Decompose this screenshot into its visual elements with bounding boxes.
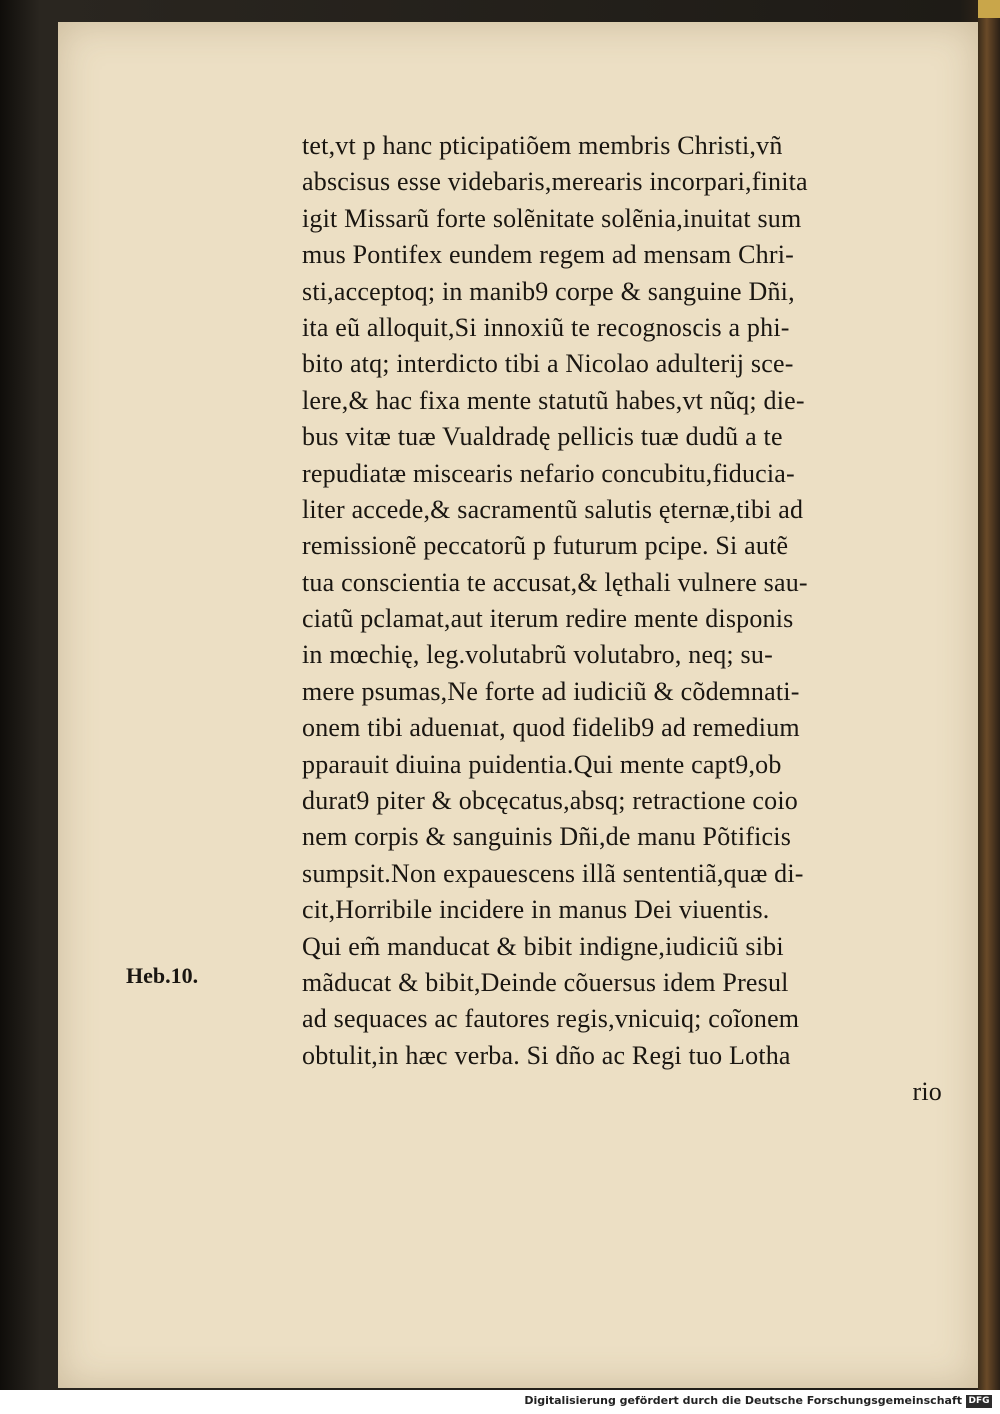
text-line: repudiatæ miscearis nefario concubitu,fiducia- (302, 458, 795, 488)
text-line: mãducat & bibit,Deinde cõuersus idem Presul (302, 967, 789, 997)
dfg-logo: DFG (966, 1395, 992, 1408)
footer-bar (0, 1390, 1000, 1414)
text-line: ad sequaces ac fautores regis,vnicuiq; coĩonem (302, 1004, 800, 1034)
text-line: bus vitæ tuæ Vualdradę pellicis tuæ dudũ a te (302, 422, 783, 452)
funding-credit: Digitalisierung gefördert durch die Deutsche Forschungsgemeinschaft (524, 1394, 962, 1407)
text-line: obtulit,in hæc verba. Si dño ac Regi tuo Lotha (302, 1040, 791, 1070)
text-line: tet,vt p hanc pticipatiõem membris Christi,vñ (302, 131, 783, 160)
text-line: bito atq; interdicto tibi a Nicolao adulterij sce- (302, 349, 794, 379)
text-line: igit Missarũ forte solẽnitate solẽnia,inuitat sum (302, 203, 802, 233)
text-line: nem corpis & sanguinis Dñi,de manu Põtificis (302, 822, 792, 852)
text-line: sti,acceptoq; in manib9 corpe & sanguine Dñi, (302, 276, 795, 306)
text-line: pparauit diuina puidentia.Qui mente capt9,ob (302, 749, 782, 779)
text-line: ciatũ pclamat,aut iterum redire mente disponis (302, 604, 794, 634)
text-line: abscisus esse videbaris,merearis incorpari,finita (302, 167, 808, 197)
text-line: ita eũ alloquit,Si innoxiũ te recognoscis a phi- (302, 312, 790, 342)
text-line: sumpsit.Non expauescens illã sententiã,quæ di- (302, 858, 804, 888)
text-line: onem tibi aduenıat, quod fidelib9 ad remedium (302, 713, 800, 743)
catchword: rio (912, 1077, 942, 1107)
text-line: mere psumas,Ne forte ad iudiciũ & cõdemnati- (302, 676, 800, 706)
text-line: mus Pontifex eundem regem ad mensam Chri- (302, 240, 794, 270)
color-bar (978, 0, 1000, 18)
book-edge (978, 0, 1000, 1390)
text-line: durat9 piter & obcęcatus,absq; retractione coio (302, 786, 798, 816)
text-line: cit,Horribile incidere in manus Dei viuentis. (302, 895, 770, 925)
text-line: in mœchię, leg.volutabrũ volutabro, neq; su- (302, 640, 773, 670)
text-block (302, 128, 942, 1111)
text-line: remissionẽ peccatorũ p futurum pcipe. Si autẽ (302, 531, 789, 561)
text-line: Qui em̃ manducat & bibit indigne,iudiciũ sibi (302, 931, 784, 961)
marginal-note: Heb.10. (126, 963, 199, 988)
text-line: tua conscientia te accusat,& lęthali vulnere sau- (302, 567, 808, 597)
text-line: lere,& hac fixa mente statutũ habes,vt nũq; die- (302, 385, 805, 415)
text-line: liter accede,& sacramentũ salutis ęternæ,tibi ad (302, 494, 804, 524)
